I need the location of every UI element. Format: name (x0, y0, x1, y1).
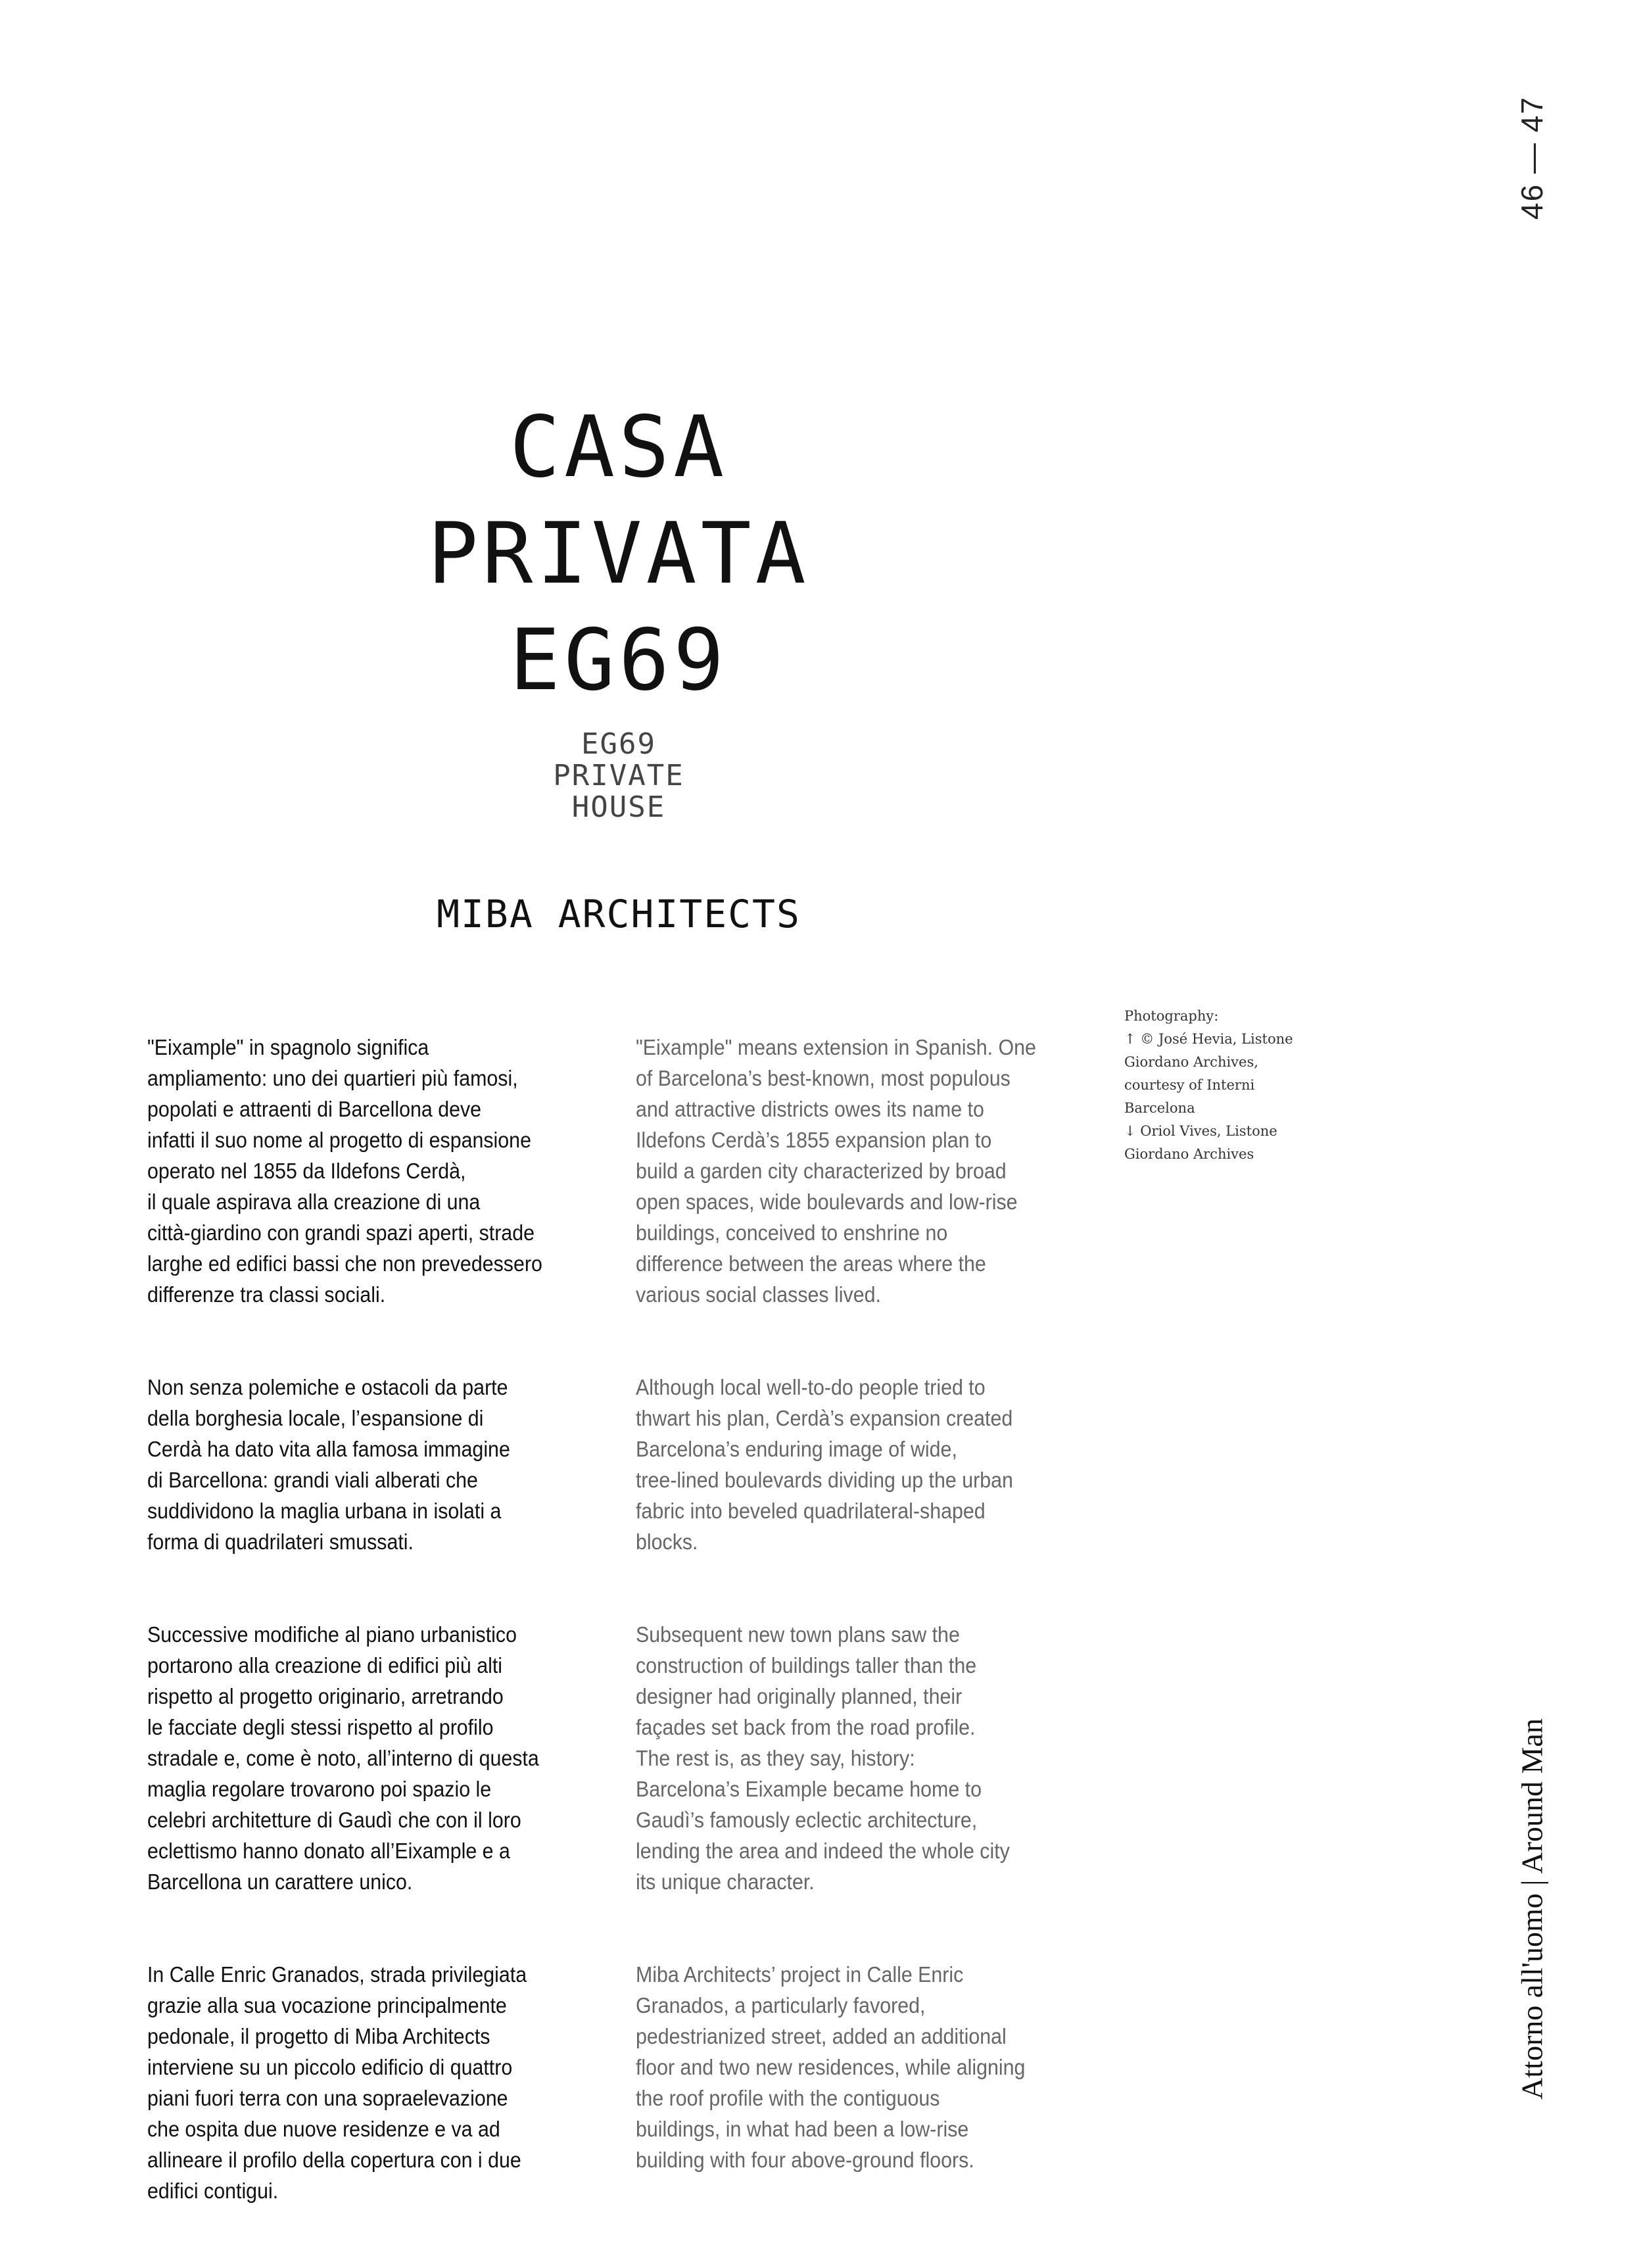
credit-line: Barcelona (1124, 1100, 1195, 1116)
paragraph: Although local well-to-do people tried to thwart his plan, Cerdà’s expansion created Barcelona’s enduring image of wide, tree-lined boulevards dividing up the urban fabric into beveled quadrilateral-shaped blocks. (636, 1375, 1013, 1554)
paragraph: Subsequent new town plans saw the construction of buildings taller than the designer had originally planned, their façades set back from the road profile. The rest is, as they say, history: Barcelona’s Eixample became home to Gaudì’s famously eclectic architecture, lending the area and indeed the whole city its unique character. (636, 1622, 1010, 1894)
english-text-column (636, 1001, 1036, 2237)
section-name: Attorno all'uomo | Around Man (1515, 1718, 1549, 2100)
credit-line: ↑ © José Hevia, Listone (1124, 1031, 1293, 1047)
credit-line: courtesy of Interni (1124, 1077, 1255, 1093)
paragraph: In Calle Enric Granados, strada privilegiata grazie alla sua vocazione principalmente pedonale, il progetto di Miba Architects interviene su un piccolo edificio di quattro piani fuori terra con una sopraelevazione che ospita due nuove residenze e va ad allineare il profilo della copertura con i due edifici contigui. (147, 1962, 527, 2203)
page-number (1506, 92, 1558, 224)
english-subtitle (0, 729, 1237, 823)
title-line: PRIVATA (427, 505, 810, 603)
paragraph: Successive modifiche al piano urbanistico portarono alla creazione di edifici più alti rispetto al progetto originario, arretrando le facciate degli stessi rispetto al profilo stradale e, come è noto, all’interno di questa maglia regolare trovarono poi spazio le celebri architetture di Gaudì che con il loro eclettismo hanno donato all’Eixample e a Barcellona un carattere unico. (147, 1622, 539, 1894)
paragraph: Non senza polemiche e ostacoli da parte della borghesia locale, l’espansione di Cerdà ha dato vita alla famosa immagine di Barcellona: grandi viali alberati che suddividono la maglia urbana in isolati a forma di quadrilateri smussati. (147, 1375, 510, 1554)
subtitle-line: PRIVATE (553, 759, 684, 792)
paragraph: "Eixample" means extension in Spanish. One of Barcelona’s best-known, most populous and attractive districts owes its name to Ildefons Cerdà’s 1855 expansion plan to build a garden city characterized by broad open spaces, wide boulevards and low-rise buildings, conceived to enshrine no difference between the areas where the various social classes lived. (636, 1035, 1036, 1307)
architect-name: MIBA ARCHITECTS (437, 892, 801, 936)
page-number-text: 46 — 47 (1515, 96, 1549, 220)
page-title (0, 395, 1237, 714)
credit-line: Giordano Archives (1124, 1146, 1254, 1162)
subtitle-line: EG69 (581, 727, 656, 761)
italian-text-column (147, 1001, 542, 2268)
photo-credits (1124, 1005, 1293, 1166)
credit-line: ↓ Oriol Vives, Listone (1124, 1123, 1277, 1139)
paragraph: "Eixample" in spagnolo significa ampliamento: uno dei quartieri più famosi, popolati e attraenti di Barcellona deve infatti il suo nome al progetto di espansione operato nel 1855 da Ildefons Cerdà, il quale aspirava alla creazione di una città-giardino con grandi spazi aperti, strade larghe ed edifici bassi che non prevedessero differenze tra classi sociali. (147, 1035, 542, 1307)
credit-line: Giordano Archives, (1124, 1054, 1258, 1070)
section-footer (1506, 1690, 1558, 2127)
subtitle-line: HOUSE (571, 790, 666, 824)
title-line: EG69 (509, 612, 728, 710)
title-line: CASA (509, 398, 728, 496)
paragraph: Miba Architects’ project in Calle Enric Granados, a particularly favored, pedestrianized street, added an additional floor and two new residences, while aligning the roof profile with the contiguous buildings, in what had been a low-rise building with four above-ground floors. (636, 1962, 1026, 2172)
credit-line: Photography: (1124, 1008, 1219, 1024)
